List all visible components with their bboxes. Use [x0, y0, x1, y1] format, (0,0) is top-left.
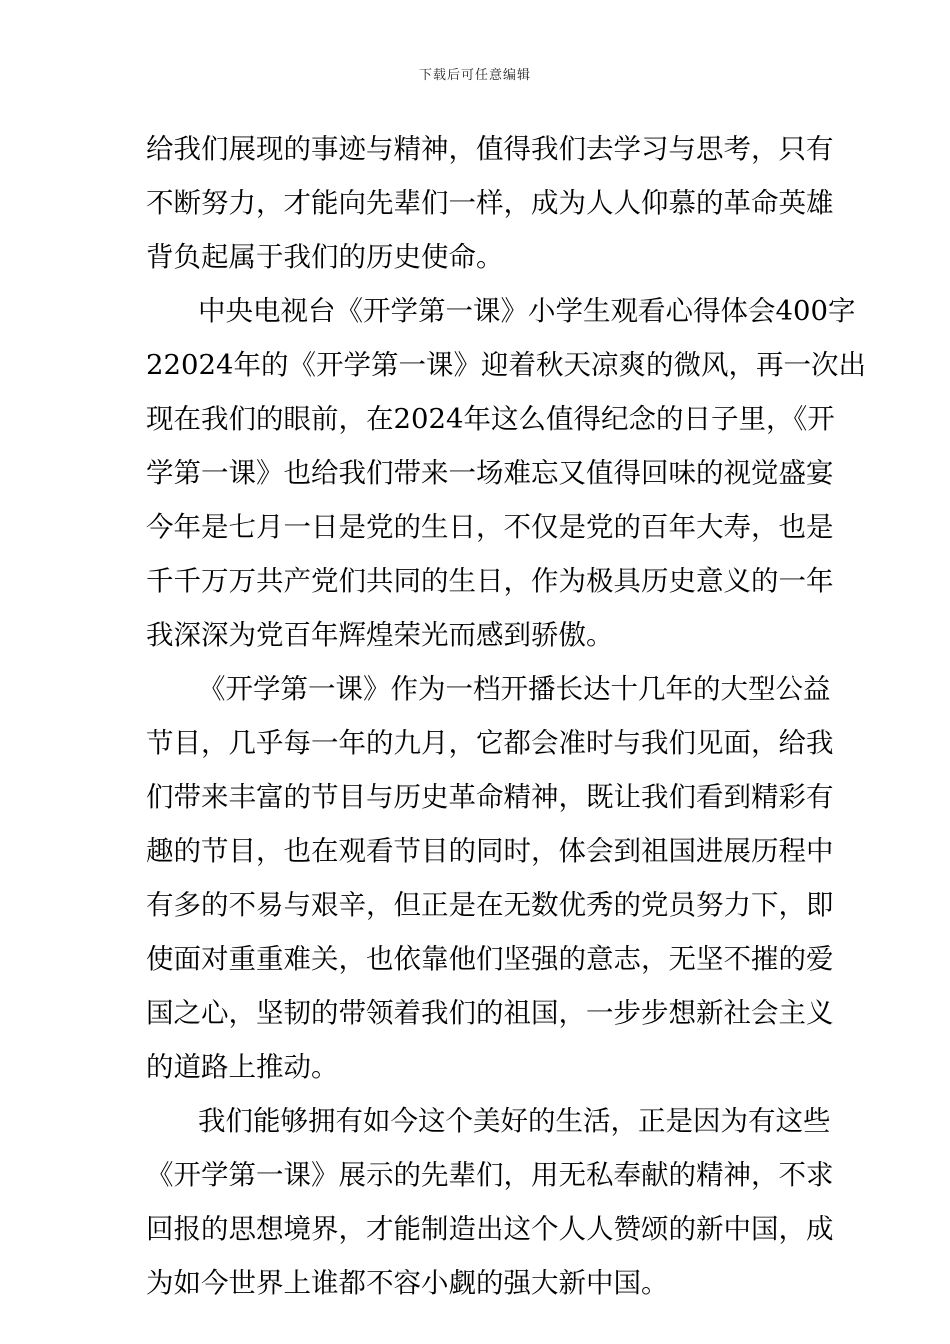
- text-line: 我深深为党百年辉煌荣光而感到骄傲。: [146, 619, 614, 651]
- text-line: 给我们展现的事迹与精神，值得我们去学习与思考，只有: [146, 133, 834, 165]
- text-line: 学第一课》也给我们带来一场难忘又值得回味的视觉盛宴: [146, 457, 834, 489]
- text-line: 回报的思想境界，才能制造出这个人人赞颂的新中国，成: [146, 1213, 834, 1245]
- paragraph-4: [146, 1094, 834, 1310]
- text-line: 《开学第一课》展示的先辈们，用无私奉献的精神，不求: [146, 1159, 834, 1191]
- text-line: 有多的不易与艰辛，但正是在无数优秀的党员努力下，即: [146, 889, 834, 921]
- text-line: 我们能够拥有如今这个美好的生活，正是因为有这些: [198, 1105, 831, 1137]
- text-line: 们带来丰富的节目与历史革命精神，既让我们看到精彩有: [146, 781, 834, 813]
- text-line: 的道路上推动。: [146, 1051, 339, 1083]
- text-line: 不断努力，才能向先辈们一样，成为人人仰慕的革命英雄: [146, 187, 834, 219]
- text-line: 背负起属于我们的历史使命。: [146, 241, 504, 273]
- text-line: 国之心，坚韧的带领着我们的祖国，一步步想新社会主义: [146, 997, 834, 1029]
- text-line: 今年是七月一日是党的生日，不仅是党的百年大寿，也是: [146, 511, 834, 543]
- text-line: 《开学第一课》作为一档开播长达十几年的大型公益: [198, 673, 831, 705]
- page-header-note: 下载后可任意编辑: [418, 68, 531, 83]
- paragraph-3: [146, 662, 834, 1094]
- paragraph-1: [146, 122, 834, 284]
- text-line: 22024年的《开学第一课》迎着秋天凉爽的微风，再一次出: [146, 349, 866, 381]
- text-line: 千千万万共产党们共同的生日，作为极具历史意义的一年: [146, 565, 834, 597]
- text-line: 趣的节目，也在观看节目的同时，体会到祖国进展历程中: [146, 835, 834, 867]
- text-line: 中央电视台《开学第一课》小学生观看心得体会400字: [198, 295, 856, 327]
- text-line: 节目，几乎每一年的九月，它都会准时与我们见面，给我: [146, 727, 834, 759]
- text-line: 使面对重重难关，也依靠他们坚强的意志，无坚不摧的爱: [146, 943, 834, 975]
- document-body: [146, 122, 866, 1310]
- paragraph-2: [146, 284, 866, 662]
- text-line: 为如今世界上谁都不容小觑的强大新中国。: [146, 1267, 669, 1299]
- text-line: 现在我们的眼前，在2024年这么值得纪念的日子里，《开: [146, 403, 835, 435]
